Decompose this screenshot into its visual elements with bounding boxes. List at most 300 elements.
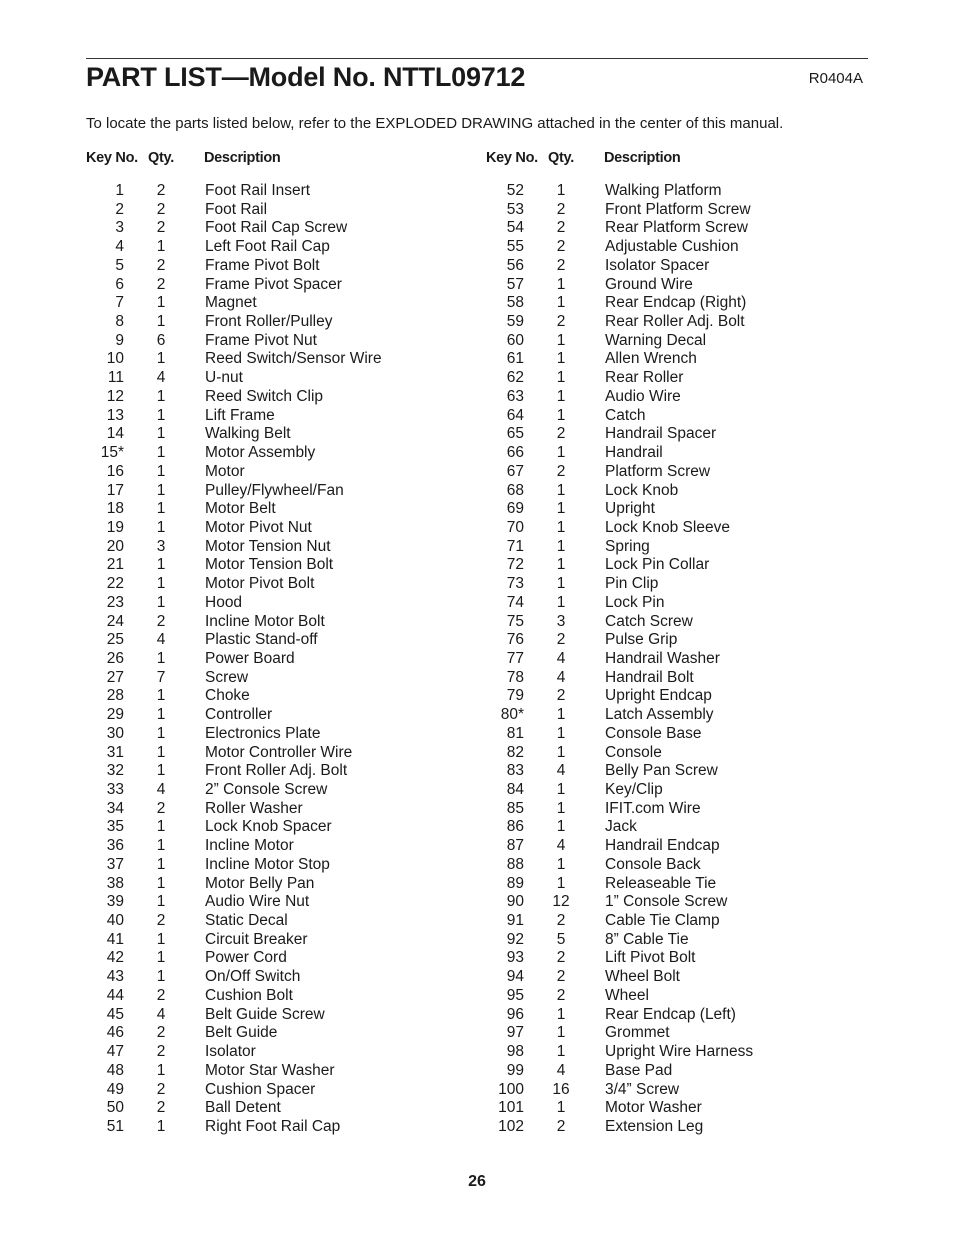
part-key-no: 25	[106, 631, 124, 649]
part-key-no: 65	[506, 425, 524, 443]
part-description: Roller Washer	[205, 799, 303, 817]
part-row	[486, 332, 866, 351]
part-row	[486, 444, 866, 463]
part-row	[86, 1043, 466, 1062]
part-key-no: 76	[506, 631, 524, 649]
part-row	[86, 931, 466, 950]
part-key-no: 84	[506, 781, 524, 798]
part-description: Motor Belly Pan	[205, 874, 315, 892]
part-key-no: 8	[115, 313, 124, 331]
part-qty: 1	[556, 182, 566, 199]
part-description: Circuit Breaker	[205, 930, 308, 948]
part-row	[486, 425, 866, 444]
part-row	[486, 482, 866, 501]
part-description: IFIT.com Wire	[605, 799, 701, 817]
part-row	[86, 182, 466, 201]
part-key-no: 54	[506, 219, 524, 237]
part-qty: 5	[556, 930, 566, 948]
part-description: Pulse Grip	[605, 631, 678, 649]
part-row	[86, 369, 466, 388]
part-description: Lock Pin	[605, 593, 665, 611]
part-description: Handrail Bolt	[605, 668, 694, 686]
part-key-no: 64	[506, 406, 524, 424]
part-key-no: 78	[506, 668, 524, 686]
part-key-no: 100	[498, 1080, 524, 1098]
part-description: Foot Rail Cap Screw	[205, 219, 348, 237]
part-row	[86, 257, 466, 276]
part-row	[86, 463, 466, 482]
part-row	[486, 669, 866, 688]
part-row	[486, 800, 866, 819]
part-row	[86, 669, 466, 688]
part-key-no: 61	[506, 350, 524, 368]
part-key-no: 44	[106, 986, 124, 1004]
part-qty: 1	[156, 649, 166, 667]
part-row	[486, 294, 866, 313]
part-qty: 4	[156, 1005, 166, 1023]
part-row	[486, 369, 866, 388]
part-description: Magnet	[205, 294, 257, 312]
part-row	[86, 1006, 466, 1025]
part-key-no: 101	[498, 1099, 524, 1117]
part-row	[86, 893, 466, 912]
part-row	[86, 912, 466, 931]
part-row	[486, 1024, 866, 1043]
part-description: 8” Cable Tie	[605, 930, 689, 948]
part-key-no: 77	[506, 649, 524, 667]
part-row	[486, 856, 866, 875]
part-qty: 1	[156, 238, 166, 256]
part-key-no: 28	[106, 687, 124, 705]
part-row	[486, 257, 866, 276]
part-row	[486, 631, 866, 650]
part-description: Frame Pivot Nut	[205, 331, 317, 349]
part-qty: 4	[556, 1061, 566, 1079]
part-description: Controller	[205, 706, 273, 724]
part-description: 2” Console Screw	[205, 781, 328, 798]
part-row	[86, 875, 466, 894]
part-qty: 1	[556, 518, 566, 536]
part-row	[486, 182, 866, 201]
part-description: Power Board	[205, 649, 295, 667]
part-row	[486, 1043, 866, 1062]
part-row	[486, 781, 866, 800]
part-row	[486, 893, 866, 912]
part-qty: 1	[156, 949, 166, 967]
part-row	[486, 594, 866, 613]
part-qty: 2	[556, 968, 566, 986]
part-qty: 1	[556, 500, 566, 518]
part-description: Lock Pin Collar	[605, 556, 710, 574]
part-description: Rear Roller	[605, 369, 684, 387]
part-description: Reed Switch/Sensor Wire	[205, 350, 382, 368]
part-description: Motor Belt	[205, 500, 276, 518]
part-row	[86, 500, 466, 519]
part-description: Lift Pivot Bolt	[605, 949, 696, 967]
intro-text: To locate the parts listed below, refer to the EXPLODED DRAWING attached in the center of this manual.	[86, 115, 784, 132]
part-qty: 2	[556, 425, 566, 443]
part-row	[86, 407, 466, 426]
part-qty: 2	[156, 912, 166, 930]
part-row	[486, 650, 866, 669]
part-description: 1” Console Screw	[605, 893, 728, 911]
part-row	[86, 818, 466, 837]
part-qty: 1	[156, 743, 166, 761]
part-row	[486, 1006, 866, 1025]
part-qty: 1	[556, 1024, 566, 1042]
part-qty: 1	[556, 537, 566, 555]
part-key-no: 97	[506, 1024, 524, 1042]
part-description: Lock Knob Sleeve	[605, 518, 730, 536]
part-description: Console	[605, 743, 662, 761]
part-description: Cable Tie Clamp	[605, 912, 720, 930]
part-key-no: 70	[506, 518, 524, 536]
part-row	[86, 313, 466, 332]
part-qty: 1	[156, 518, 166, 536]
part-key-no: 98	[506, 1043, 524, 1061]
part-key-no: 27	[106, 668, 124, 686]
part-qty: 2	[556, 1117, 566, 1135]
part-description: Motor Star Washer	[205, 1061, 335, 1079]
part-key-no: 96	[506, 1005, 524, 1023]
part-key-no: 4	[115, 238, 124, 256]
part-key-no: 60	[506, 331, 524, 349]
part-qty: 2	[156, 219, 166, 237]
part-row	[486, 949, 866, 968]
part-qty: 1	[156, 968, 166, 986]
part-qty: 2	[556, 313, 566, 331]
part-qty: 1	[556, 855, 566, 873]
part-description: Front Roller Adj. Bolt	[205, 762, 348, 780]
part-row	[86, 949, 466, 968]
part-qty: 1	[556, 818, 566, 836]
part-description: Motor Assembly	[205, 444, 316, 462]
part-row	[486, 1081, 866, 1100]
part-row	[86, 575, 466, 594]
part-description: Lock Knob	[605, 481, 679, 499]
part-key-no: 56	[506, 256, 524, 274]
part-description: Walking Platform	[605, 182, 722, 199]
part-key-no: 59	[506, 313, 524, 331]
part-key-no: 86	[506, 818, 524, 836]
part-key-no: 69	[506, 500, 524, 518]
part-description: Incline Motor Stop	[205, 855, 330, 873]
document-code: R0404A	[808, 70, 863, 87]
part-key-no: 29	[106, 706, 124, 724]
part-row	[86, 631, 466, 650]
part-description: Right Foot Rail Cap	[205, 1117, 341, 1135]
part-description: Rear Roller Adj. Bolt	[605, 313, 745, 331]
part-qty: 4	[156, 369, 166, 387]
part-row	[486, 706, 866, 725]
part-row	[86, 538, 466, 557]
part-key-no: 82	[506, 743, 524, 761]
part-description: Motor Pivot Nut	[205, 518, 312, 536]
part-row	[486, 875, 866, 894]
part-key-no: 67	[506, 462, 524, 480]
part-description: Power Cord	[205, 949, 287, 967]
part-qty: 1	[556, 575, 566, 593]
part-qty: 1	[556, 406, 566, 424]
part-key-no: 51	[106, 1117, 124, 1135]
part-key-no: 17	[106, 481, 124, 499]
part-qty: 2	[156, 1080, 166, 1098]
part-qty: 1	[556, 350, 566, 368]
part-row	[86, 687, 466, 706]
part-row	[86, 238, 466, 257]
part-description: Reed Switch Clip	[205, 387, 324, 405]
part-key-no: 40	[106, 912, 124, 930]
part-qty: 1	[556, 294, 566, 312]
part-description: Motor Controller Wire	[205, 743, 353, 761]
part-key-no: 49	[106, 1080, 124, 1098]
part-key-no: 58	[506, 294, 524, 312]
part-row	[86, 556, 466, 575]
part-description: Upright Wire Harness	[605, 1043, 754, 1061]
part-qty: 1	[156, 687, 166, 705]
part-row	[486, 519, 866, 538]
part-key-no: 90	[506, 893, 524, 911]
part-row	[86, 482, 466, 501]
part-row	[486, 1118, 866, 1137]
part-qty: 2	[156, 256, 166, 274]
part-key-no: 85	[506, 799, 524, 817]
part-key-no: 88	[506, 855, 524, 873]
part-description: Front Platform Screw	[605, 200, 751, 218]
part-description: Adjustable Cushion	[605, 238, 739, 256]
part-qty: 4	[156, 781, 166, 798]
part-qty: 4	[556, 762, 566, 780]
part-row	[486, 687, 866, 706]
part-key-no: 94	[506, 968, 524, 986]
part-key-no: 33	[106, 781, 124, 798]
part-qty: 1	[156, 425, 166, 443]
key-no-header: Key No.	[486, 150, 538, 166]
part-description: Key/Clip	[605, 781, 663, 798]
part-row	[486, 1062, 866, 1081]
part-description: Isolator Spacer	[605, 256, 710, 274]
part-description: Spring	[605, 537, 650, 555]
part-qty: 1	[556, 556, 566, 574]
part-description: Extension Leg	[605, 1117, 704, 1135]
part-row	[86, 276, 466, 295]
part-key-no: 5	[115, 256, 124, 274]
part-qty: 1	[156, 762, 166, 780]
part-row	[486, 500, 866, 519]
part-row	[486, 987, 866, 1006]
part-row	[86, 1081, 466, 1100]
part-key-no: 87	[506, 837, 524, 855]
part-row	[486, 388, 866, 407]
part-row	[86, 294, 466, 313]
part-qty: 1	[156, 481, 166, 499]
part-qty: 1	[556, 444, 566, 462]
part-key-no: 13	[106, 406, 124, 424]
part-qty: 1	[556, 874, 566, 892]
part-description: Frame Pivot Bolt	[205, 256, 320, 274]
part-key-no: 102	[498, 1117, 524, 1135]
part-qty: 2	[556, 949, 566, 967]
part-row	[86, 837, 466, 856]
part-qty: 2	[556, 238, 566, 256]
part-description: Wheel Bolt	[605, 968, 680, 986]
part-description: Latch Assembly	[605, 706, 714, 724]
part-key-no: 6	[115, 275, 124, 293]
description-header: Description	[204, 150, 281, 166]
part-qty: 2	[156, 275, 166, 293]
part-description: Handrail Washer	[605, 649, 720, 667]
part-description: Pin Clip	[605, 575, 659, 593]
part-row	[86, 613, 466, 632]
part-description: U-nut	[205, 369, 243, 387]
part-description: Foot Rail Insert	[205, 182, 311, 199]
part-key-no: 92	[506, 930, 524, 948]
part-row	[486, 463, 866, 482]
part-qty: 1	[556, 706, 566, 724]
part-row	[486, 1099, 866, 1118]
part-key-no: 48	[106, 1061, 124, 1079]
part-qty: 1	[156, 930, 166, 948]
part-qty: 2	[156, 1043, 166, 1061]
part-description: Wheel	[605, 986, 649, 1004]
part-description: Catch	[605, 406, 646, 424]
part-row	[486, 219, 866, 238]
part-row	[486, 350, 866, 369]
part-key-no: 15*	[100, 444, 124, 462]
part-key-no: 95	[506, 986, 524, 1004]
part-description: Audio Wire Nut	[205, 893, 310, 911]
part-description: Console Back	[605, 855, 701, 873]
part-qty: 1	[556, 1099, 566, 1117]
part-row	[486, 725, 866, 744]
part-row	[486, 931, 866, 950]
part-row	[86, 706, 466, 725]
part-key-no: 68	[506, 481, 524, 499]
part-key-no: 57	[506, 275, 524, 293]
part-row	[86, 781, 466, 800]
part-qty: 2	[556, 256, 566, 274]
part-qty: 6	[156, 331, 166, 349]
part-description: Handrail Endcap	[605, 837, 720, 855]
part-description: Audio Wire	[605, 387, 681, 405]
part-key-no: 83	[506, 762, 524, 780]
part-description: Isolator	[205, 1043, 256, 1061]
part-qty: 2	[156, 612, 166, 630]
part-qty: 1	[156, 1117, 166, 1135]
part-description: Incline Motor Bolt	[205, 612, 325, 630]
qty-header: Qty.	[148, 150, 174, 166]
part-qty: 3	[156, 537, 166, 555]
part-key-no: 43	[106, 968, 124, 986]
part-description: Allen Wrench	[605, 350, 697, 368]
part-description: Motor Washer	[605, 1099, 702, 1117]
part-key-no: 18	[106, 500, 124, 518]
part-key-no: 11	[107, 369, 124, 387]
part-key-no: 75	[506, 612, 524, 630]
part-qty: 1	[156, 406, 166, 424]
part-row	[86, 594, 466, 613]
part-qty: 1	[156, 1061, 166, 1079]
part-key-no: 19	[106, 518, 124, 536]
part-qty: 4	[556, 649, 566, 667]
part-description: Belly Pan Screw	[605, 762, 718, 780]
part-qty: 4	[556, 668, 566, 686]
part-key-no: 45	[106, 1005, 124, 1023]
part-key-no: 12	[106, 387, 124, 405]
part-key-no: 89	[506, 874, 524, 892]
parts-rows-left	[86, 182, 466, 1137]
part-key-no: 50	[106, 1099, 124, 1117]
part-row	[86, 1062, 466, 1081]
part-key-no: 23	[106, 593, 124, 611]
part-description: Handrail	[605, 444, 663, 462]
part-key-no: 52	[506, 182, 524, 199]
part-row	[86, 444, 466, 463]
part-description: Releaseable Tie	[605, 874, 717, 892]
part-description: Lift Frame	[205, 406, 275, 424]
part-key-no: 31	[106, 743, 124, 761]
part-description: Belt Guide Screw	[205, 1005, 325, 1023]
part-qty: 1	[156, 874, 166, 892]
part-row	[486, 762, 866, 781]
part-qty: 2	[556, 462, 566, 480]
part-key-no: 36	[106, 837, 124, 855]
part-qty: 1	[556, 799, 566, 817]
part-row	[86, 519, 466, 538]
part-key-no: 37	[106, 855, 124, 873]
part-key-no: 42	[106, 949, 124, 967]
part-key-no: 24	[106, 612, 124, 630]
part-qty: 12	[552, 893, 570, 911]
part-description: Hood	[205, 593, 243, 611]
part-row	[486, 238, 866, 257]
part-row	[86, 1099, 466, 1118]
part-qty: 1	[556, 593, 566, 611]
part-description: Plastic Stand-off	[205, 631, 318, 649]
part-qty: 1	[156, 893, 166, 911]
part-key-no: 91	[506, 912, 524, 930]
description-header: Description	[604, 150, 681, 166]
part-description: Motor	[205, 462, 245, 480]
part-qty: 4	[156, 631, 166, 649]
part-row	[86, 762, 466, 781]
part-key-no: 30	[106, 724, 124, 742]
part-key-no: 16	[106, 462, 124, 480]
part-description: Console Base	[605, 724, 702, 742]
part-description: Belt Guide	[205, 1024, 278, 1042]
part-row	[486, 744, 866, 763]
part-qty: 2	[556, 631, 566, 649]
part-qty: 1	[556, 1005, 566, 1023]
part-row	[86, 856, 466, 875]
part-qty: 1	[156, 837, 166, 855]
part-description: Ball Detent	[205, 1099, 281, 1117]
part-key-no: 39	[106, 893, 124, 911]
part-row	[486, 276, 866, 295]
part-key-no: 9	[115, 331, 124, 349]
part-row	[486, 818, 866, 837]
part-description: Warning Decal	[605, 331, 707, 349]
part-qty: 2	[556, 200, 566, 218]
part-description: Platform Screw	[605, 462, 711, 480]
part-key-no: 1	[115, 182, 124, 199]
part-description: Motor Tension Nut	[205, 537, 331, 555]
part-qty: 1	[556, 387, 566, 405]
part-description: Walking Belt	[205, 425, 291, 443]
part-description: Frame Pivot Spacer	[205, 275, 342, 293]
part-description: Rear Endcap (Right)	[605, 294, 747, 312]
part-qty: 1	[156, 818, 166, 836]
